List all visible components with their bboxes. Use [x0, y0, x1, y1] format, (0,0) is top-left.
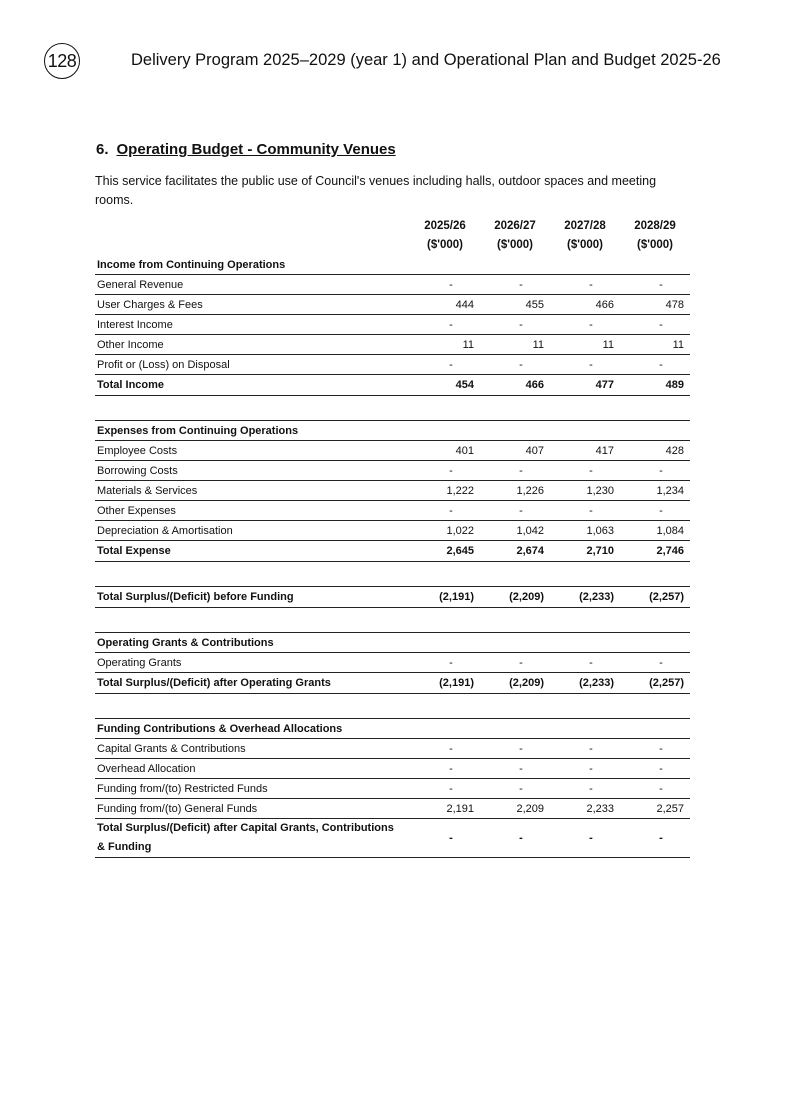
- table-row: [95, 521, 690, 541]
- row-value: 1,042: [480, 521, 550, 541]
- row-value: 455: [480, 295, 550, 315]
- spacer-cell: [95, 694, 410, 719]
- unit-header: ($'000): [427, 239, 463, 252]
- total-value: 466: [480, 375, 550, 396]
- grants-section-heading-row: [95, 633, 690, 653]
- unit-header: ($'000): [497, 239, 533, 252]
- table-row: [95, 295, 690, 315]
- row-value: -: [410, 779, 480, 799]
- row-value: -: [620, 461, 690, 481]
- table-row: [95, 315, 690, 335]
- row-value: 444: [410, 295, 480, 315]
- row-value: -: [550, 779, 620, 799]
- total-value: 2,645: [410, 541, 480, 562]
- row-value: -: [620, 653, 690, 673]
- total-value: -: [620, 819, 690, 858]
- table-row: [95, 461, 690, 481]
- income-section-heading-row: [95, 255, 690, 275]
- row-value: -: [550, 653, 620, 673]
- row-value: -: [620, 315, 690, 335]
- spacer-cell: [95, 396, 410, 421]
- row-value: 1,230: [550, 481, 620, 501]
- row-value: -: [480, 355, 550, 375]
- table-row: [95, 335, 690, 355]
- row-value: 1,063: [550, 521, 620, 541]
- spacer-cell: [410, 396, 480, 421]
- row-value: -: [410, 759, 480, 779]
- table-row: [95, 653, 690, 673]
- row-value: -: [410, 501, 480, 521]
- row-value: 11: [620, 335, 690, 355]
- row-value: 1,226: [480, 481, 550, 501]
- row-value: -: [550, 501, 620, 521]
- empty-cell: [550, 255, 620, 275]
- spacer-row: [95, 396, 690, 421]
- table-row: [95, 799, 690, 819]
- total-value: 2,710: [550, 541, 620, 562]
- row-value: -: [410, 355, 480, 375]
- empty-cell: [620, 255, 690, 275]
- spacer-cell: [95, 562, 410, 587]
- grants-total-row: [95, 673, 690, 694]
- table-row: [95, 779, 690, 799]
- table-row: [95, 355, 690, 375]
- funding-total-row: [95, 819, 690, 858]
- row-value: -: [480, 501, 550, 521]
- total-label: Total Income: [95, 375, 410, 396]
- spacer-cell: [550, 562, 620, 587]
- total-value: (2,257): [620, 587, 690, 608]
- spacer-cell: [410, 608, 480, 633]
- total-value: -: [410, 819, 480, 858]
- document-header-title: Delivery Program 2025–2029 (year 1) and Operational Plan and Budget 2025-26: [131, 51, 721, 69]
- year-header: 2026/27: [494, 219, 536, 232]
- row-label: Overhead Allocation: [95, 759, 410, 779]
- row-value: 11: [410, 335, 480, 355]
- empty-cell: [410, 633, 480, 653]
- row-label: User Charges & Fees: [95, 295, 410, 315]
- section-number: 6.: [96, 141, 109, 158]
- total-value: 454: [410, 375, 480, 396]
- row-value: 466: [550, 295, 620, 315]
- total-label: Total Surplus/(Deficit) before Funding: [95, 587, 410, 608]
- row-value: 1,022: [410, 521, 480, 541]
- row-value: 407: [480, 441, 550, 461]
- income-total-row: [95, 375, 690, 396]
- total-value: (2,233): [550, 587, 620, 608]
- year-header: 2025/26: [424, 219, 466, 232]
- row-value: -: [480, 461, 550, 481]
- row-label: Profit or (Loss) on Disposal: [95, 355, 410, 375]
- row-value: -: [480, 739, 550, 759]
- surplus-before-funding-row: [95, 587, 690, 608]
- row-label: Interest Income: [95, 315, 410, 335]
- row-label: Operating Grants: [95, 653, 410, 673]
- spacer-cell: [410, 562, 480, 587]
- row-value: -: [480, 779, 550, 799]
- total-label: Total Surplus/(Deficit) after Operating Grants: [95, 673, 410, 694]
- total-value: (2,209): [480, 587, 550, 608]
- empty-cell: [480, 255, 550, 275]
- total-label: Total Surplus/(Deficit) after Capital Grants, Contributions & Funding: [95, 819, 410, 858]
- row-value: -: [620, 501, 690, 521]
- row-label: Funding from/(to) General Funds: [95, 799, 410, 819]
- row-label: Depreciation & Amortisation: [95, 521, 410, 541]
- empty-cell: [550, 633, 620, 653]
- total-value: (2,191): [410, 587, 480, 608]
- table-row: [95, 739, 690, 759]
- row-value: -: [410, 739, 480, 759]
- header-blank-cell: [95, 216, 410, 236]
- row-value: -: [480, 653, 550, 673]
- row-value: 11: [550, 335, 620, 355]
- spacer-cell: [550, 396, 620, 421]
- spacer-cell: [620, 694, 690, 719]
- row-value: -: [620, 355, 690, 375]
- row-value: 2,257: [620, 799, 690, 819]
- section-intro: This service facilitates the public use of Council's venues including halls, outdoor spaces and meeting rooms.: [95, 174, 657, 207]
- spacer-cell: [620, 608, 690, 633]
- table-row: [95, 441, 690, 461]
- row-value: 1,222: [410, 481, 480, 501]
- spacer-cell: [550, 608, 620, 633]
- empty-cell: [550, 719, 620, 739]
- section-title: Operating Budget - Community Venues: [116, 141, 396, 158]
- total-value: 477: [550, 375, 620, 396]
- empty-cell: [410, 421, 480, 441]
- row-value: -: [550, 275, 620, 295]
- operating-budget-table: [95, 216, 690, 858]
- row-label: Other Expenses: [95, 501, 410, 521]
- expenses-section-heading-row: [95, 421, 690, 441]
- section-heading-label: Operating Grants & Contributions: [95, 633, 410, 653]
- table-row: [95, 759, 690, 779]
- row-label: General Revenue: [95, 275, 410, 295]
- page-number: 128: [47, 50, 77, 71]
- spacer-cell: [620, 562, 690, 587]
- row-value: -: [550, 355, 620, 375]
- unit-header-row: [95, 236, 690, 256]
- total-value: 489: [620, 375, 690, 396]
- year-header-row: [95, 216, 690, 236]
- row-value: -: [620, 739, 690, 759]
- row-value: -: [620, 759, 690, 779]
- spacer-cell: [410, 694, 480, 719]
- row-value: 2,233: [550, 799, 620, 819]
- row-value: 2,191: [410, 799, 480, 819]
- row-value: 428: [620, 441, 690, 461]
- row-value: 1,234: [620, 481, 690, 501]
- spacer-cell: [480, 694, 550, 719]
- row-value: -: [410, 275, 480, 295]
- spacer-row: [95, 694, 690, 719]
- year-header: 2027/28: [564, 219, 606, 232]
- spacer-cell: [95, 608, 410, 633]
- section-heading-label: Income from Continuing Operations: [97, 258, 286, 271]
- section-heading-label: Expenses from Continuing Operations: [95, 421, 410, 441]
- spacer-cell: [550, 694, 620, 719]
- row-value: 401: [410, 441, 480, 461]
- total-value: -: [550, 819, 620, 858]
- row-label: Employee Costs: [95, 441, 410, 461]
- row-value: -: [480, 315, 550, 335]
- total-value: (2,233): [550, 673, 620, 694]
- spacer-cell: [480, 562, 550, 587]
- total-label: Total Expense: [95, 541, 410, 562]
- row-value: -: [550, 315, 620, 335]
- header-blank-cell: [95, 236, 410, 256]
- total-value: (2,191): [410, 673, 480, 694]
- row-value: 1,084: [620, 521, 690, 541]
- expenses-total-row: [95, 541, 690, 562]
- total-value: (2,257): [620, 673, 690, 694]
- empty-cell: [620, 633, 690, 653]
- row-value: 417: [550, 441, 620, 461]
- table-row: [95, 501, 690, 521]
- row-value: -: [480, 275, 550, 295]
- section-heading-label: Funding Contributions & Overhead Allocations: [95, 719, 410, 739]
- row-value: 2,209: [480, 799, 550, 819]
- empty-cell: [480, 719, 550, 739]
- total-value: 2,674: [480, 541, 550, 562]
- row-value: 11: [480, 335, 550, 355]
- funding-section-heading-row: [95, 719, 690, 739]
- spacer-row: [95, 562, 690, 587]
- spacer-row: [95, 608, 690, 633]
- row-value: -: [550, 739, 620, 759]
- year-header: 2028/29: [634, 219, 676, 232]
- empty-cell: [480, 633, 550, 653]
- total-value: (2,209): [480, 673, 550, 694]
- row-label: Other Income: [95, 335, 410, 355]
- row-value: -: [620, 779, 690, 799]
- unit-header: ($'000): [567, 239, 603, 252]
- empty-cell: [480, 421, 550, 441]
- empty-cell: [410, 255, 480, 275]
- row-value: -: [410, 315, 480, 335]
- row-value: -: [410, 653, 480, 673]
- empty-cell: [620, 421, 690, 441]
- total-value: -: [480, 819, 550, 858]
- empty-cell: [620, 719, 690, 739]
- table-row: [95, 481, 690, 501]
- row-value: 478: [620, 295, 690, 315]
- row-value: -: [550, 759, 620, 779]
- table-row: [95, 275, 690, 295]
- spacer-cell: [480, 608, 550, 633]
- page-number-badge: [44, 43, 80, 79]
- empty-cell: [550, 421, 620, 441]
- row-label: Borrowing Costs: [95, 461, 410, 481]
- row-label: Funding from/(to) Restricted Funds: [95, 779, 410, 799]
- row-value: -: [550, 461, 620, 481]
- empty-cell: [410, 719, 480, 739]
- unit-header: ($'000): [637, 239, 673, 252]
- budget-table-body: [95, 216, 690, 858]
- total-value: 2,746: [620, 541, 690, 562]
- section-heading: [96, 141, 396, 158]
- row-value: -: [410, 461, 480, 481]
- spacer-cell: [620, 396, 690, 421]
- row-label: Materials & Services: [95, 481, 410, 501]
- row-value: -: [620, 275, 690, 295]
- spacer-cell: [480, 396, 550, 421]
- row-value: -: [480, 759, 550, 779]
- row-label: Capital Grants & Contributions: [95, 739, 410, 759]
